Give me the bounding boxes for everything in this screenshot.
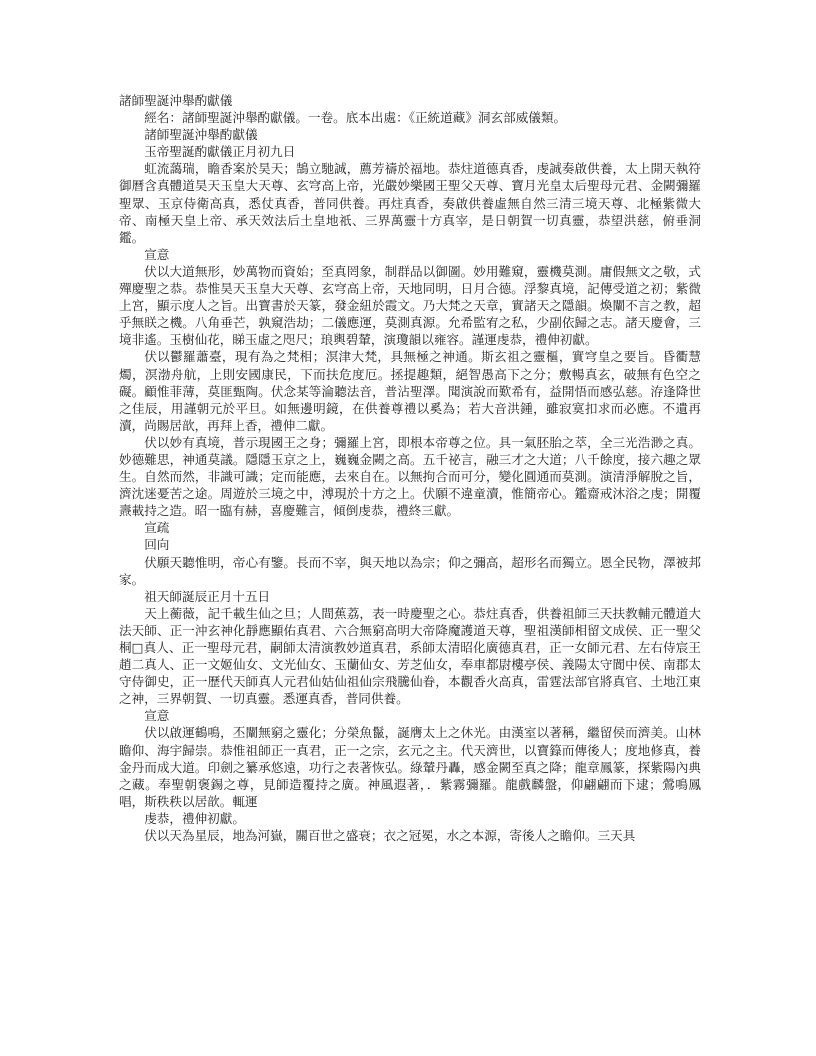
inner-title: 諸師聖誕沖舉酌獻儀 [144,127,258,143]
paragraph-fuyi-miaoyou: 伏以妙有真境，普示現國王之身；彌羅上宮，即根本帝尊之位。具一氣胚胎之萃，全三光浩渺之真。妙德難思，神通莫議。隱隱玉京之上，巍巍金闕之高。五千祕言，融三才之大道；八千餘度，接六趣之眾生。自然而然，非識可識；定而能應，去來自在。以無拘合而可分，變化圓通而莫測。演清淨解脫之旨，濟沈迷憂苦之途。周遊於三境之中，溥現於十方之上。伏願不違童瀆，惟簡帝心。鑑齋戒沐浴之虔；開覆燾載持之造。昭一臨有赫，喜慶難言，傾倒虔恭，禮終三獻。 [119,434,701,519]
paragraph-fuyi-tianwei: 伏以天為星辰，地為河嶽，關百世之盛衰；衣之冠冕，水之本源，寄後人之瞻仰。三天具 [144,828,636,844]
paragraph-fuyi-dadao: 伏以大道無形，妙萬物而資始；至真罔象，制群品以御圖。妙用難窺，靈機莫測。庸假無文之敬，式殫慶聖之恭。恭惟昊天玉皇大天尊、玄穹高上帝，天地同明，日月合德。浮黎真境，記傳受道之初；紫微上宮，顯示度人之旨。出寶書於天篆，發金紐於霞文。乃大梵之天章，實諸天之隱韻。煥闡不言之教，超乎無眹之機。八角垂芒，孰窺浩劫；二儀應運，莫測真源。允希監宥之私，少副依歸之志。諸天慶會，三境非遙。玉樹仙花，睇玉虛之咫尺；琅輿碧輦，演瓊韻以雍容。謹運虔恭，禮伸初獻。 [119,263,701,348]
scripture-name-line: 經名：諸師聖誕沖舉酌獻儀。一卷。底本出處：《正統道藏》洞玄部威儀類。 [144,110,567,126]
paragraph-hongliu: 虹流藹瑞，瞻香案於昊天；鵠立馳誠，薦芳禱於福地。恭炷道德真香，虔誠奏啟供養，太上開天執符御曆含真體道昊天玉皇大天尊、玄穹高上帝，光嚴妙樂國王聖父天尊、寶月光皇太后聖母元君、金闕彌羅聖眾、玉京侍衛高真，悉仗真香，普同供養。再炷真香，奏啟供養虛無自然三清三境天尊、北極紫微大帝、南極天皇上帝、承天效法后土皇地祇、三界萬靈十方真宰，是日朝賀一切真靈，恭望洪慈，俯垂洞鑑。 [119,161,701,245]
heading-xuanyi-2: 宣意 [144,708,170,724]
line-qiangong: 虔恭，禮伸初獻。 [144,810,245,826]
document-text-body [119,92,701,844]
heading-xuanyi-1: 宣意 [144,246,170,262]
paragraph-tianshang: 天上蘅薇，記千載生仙之旦；人間蕉荔，表一時慶聖之心。恭炷真香，供養祖師三天扶教輔元體道大法天師、正一沖玄神化靜應顯佑真君、六合無窮高明大帝降魔護道天尊，聖祖漢師相留文成侯、正一聖父桐□真人、正一聖母元君，嗣師太清演教妙道真君，系師太清昭化廣德真君，正一女師元君、左右侍宸王趙二真人、正一文姬仙女、文光仙女、玉蘭仙女、芳芝仙女，奉車都尉樓亭侯、義陽太守閬中侯、南郡太守侍御史，正一歷代天師真人元君仙姑仙祖仙宗飛騰仙眷，本觀香火高真，雷霆法部官將真官、土地江東之神，三界朝賀、一切真靈。悉運真香，普同供養。 [119,605,701,707]
heading-xuanshu: 宣疏 [144,520,170,536]
paragraph-fuyi-yuluo: 伏以鬱羅蕭臺，現有為之梵相；溟津大梵，具無極之神通。斯玄祖之靈樞，實穹皇之要旨。昏衢慧燭，溟渤舟航，上則安國康民，下而扶危度厄。拯提趣類，絕智愚高下之分；敷暢真玄，破無有色空之礙。顧惟菲薄，莫匪甄陶。伏念某等淪聽法音，普沾聖澤。聞演說而歎希有，益開悟而感弘慈。洊逢降世之佳辰，用謹朝元於平旦。如無邊明鏡，在供養尊禮以奚為；若大音洪鍾，雖寂寞扣求而必應。不遺再瀆，尚賜居歆，再拜上香，禮伸二獻。 [119,349,701,433]
doc-title: 諸師聖誕沖舉酌獻儀 [119,93,233,108]
paragraph-fuyuan-tianting: 伏願天聽惟明，帝心有鑒。長而不宰，與天地以為宗；仰之彌高，超形名而獨立。恩全民物，澤被邦家。 [119,554,701,587]
paragraph-fuyi-qiyun: 伏以啟運鶴鳴，丕闡無窮之靈化；分榮魚鬣，誕膺太上之休光。由漢室以著稱，繼留侯而濟美。山林瞻仰、海宇歸崇。恭惟祖師正一真君，正一之宗，玄元之主。代天濟世，以寶籙而傳後人；度地修真，養金丹而成大道。印劍之纂承悠遠，功行之表著恢弘。綠輦丹轟，感金闕至真之降；龍章鳳篆，探紫陽內典之藏。奉聖朝褒錫之尊，見師造覆持之廣。神風遐著，．紫霧彌羅。龍戲麟盤，仰翩翩而下逮；鶯鳴鳳唱，斯秩秩以居歆。輒運 [119,725,701,809]
section-heading-yudi: 玉帝聖誕酌獻儀正月初九日 [144,144,296,160]
section-heading-zutianshi: 祖天師誕辰正月十五日 [144,588,271,604]
heading-huixiang: 回向 [144,537,170,553]
